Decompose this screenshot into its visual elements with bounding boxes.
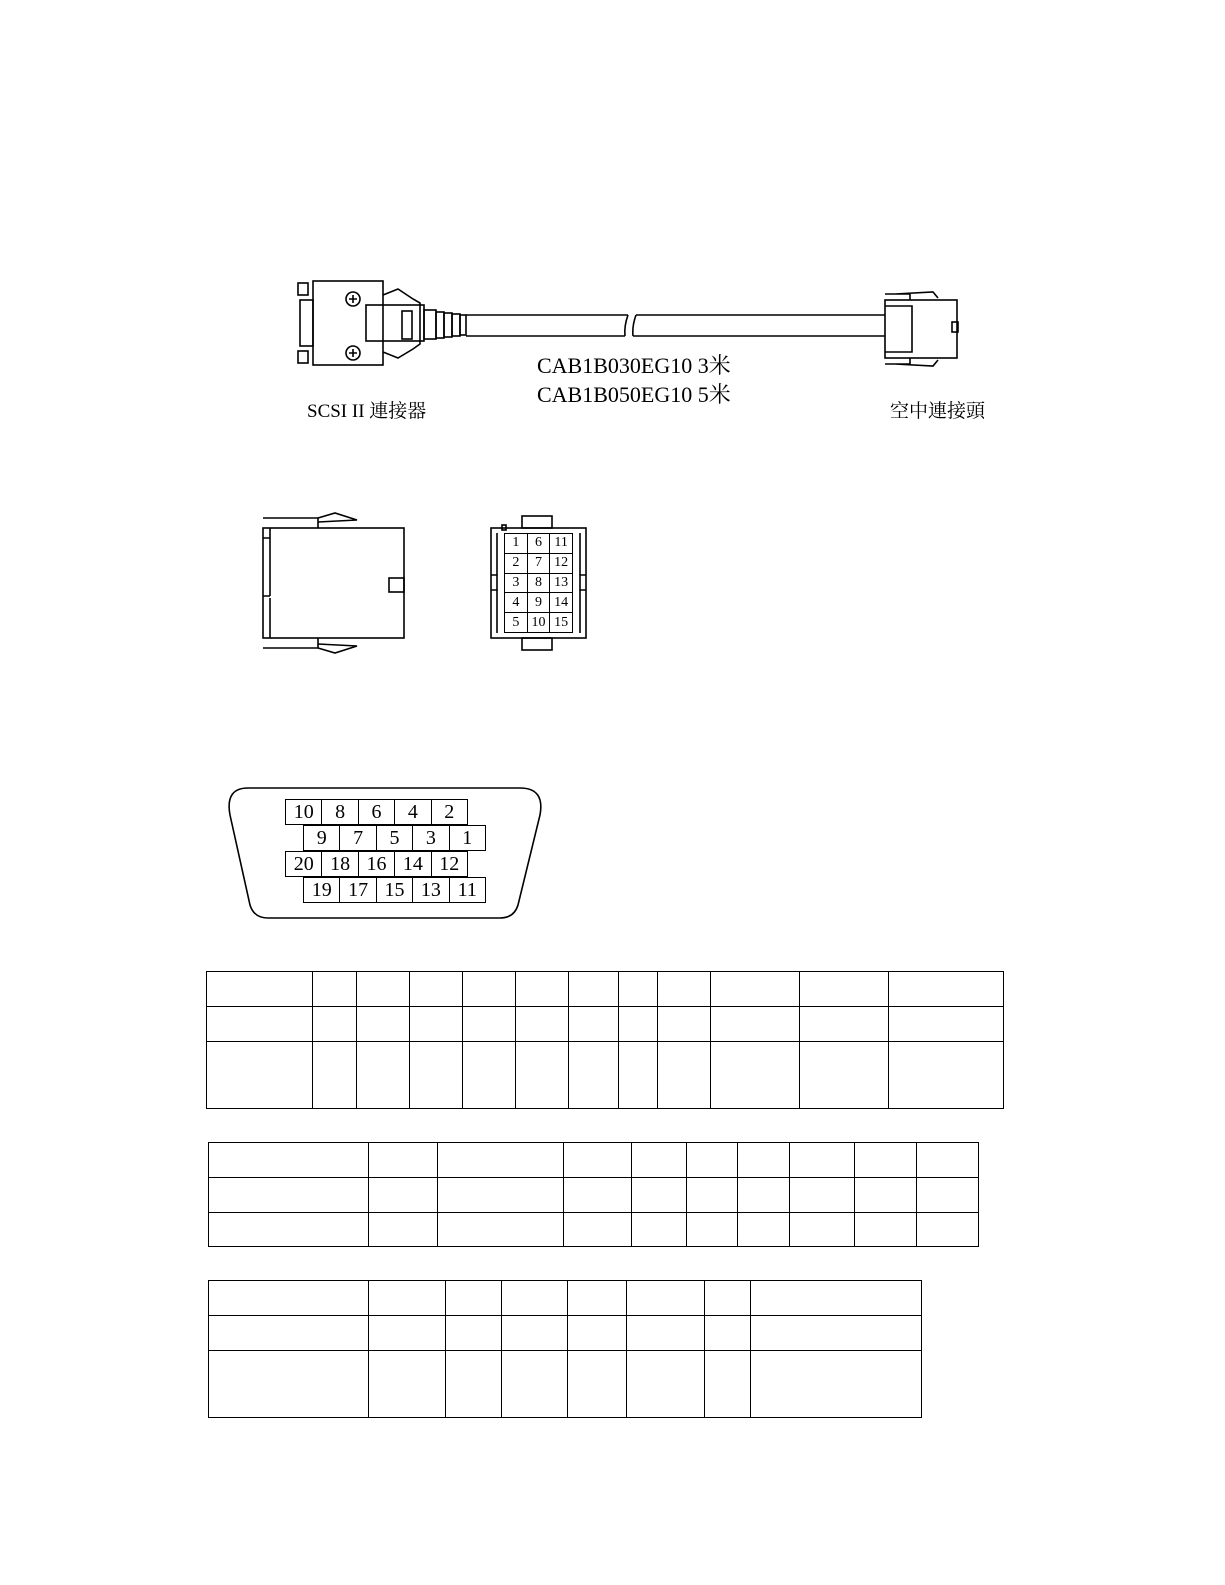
- scsi-connector-drawing: [298, 281, 466, 365]
- table-cell: [627, 1316, 705, 1351]
- table-cell: [790, 1178, 855, 1213]
- scsi-pin-row-2: [303, 825, 486, 851]
- table-cell: [410, 1007, 463, 1042]
- wiring-table-3: [208, 1280, 922, 1418]
- table-cell: [446, 1316, 502, 1351]
- molex-pin: 9: [527, 593, 550, 613]
- cable-drawing: [466, 315, 885, 336]
- table-cell: [800, 1042, 889, 1109]
- scsi-pin-row-4: [303, 877, 486, 903]
- table-cell: [917, 1143, 979, 1178]
- table-cell: [627, 1351, 705, 1418]
- table-cell: [209, 1213, 369, 1247]
- molex-pin: 13: [550, 573, 573, 593]
- table-cell: [446, 1351, 502, 1418]
- table-cell: [516, 972, 569, 1007]
- table-cell: [369, 1178, 438, 1213]
- scsi-pin: 16: [358, 852, 394, 877]
- table-cell: [502, 1281, 568, 1316]
- table-cell: [312, 1042, 357, 1109]
- part-number-3m: CAB1B030EG10 3米: [537, 353, 731, 378]
- table-cell: [855, 1213, 917, 1247]
- table-cell: [751, 1351, 922, 1418]
- table-cell: [751, 1281, 922, 1316]
- table-cell: [502, 1316, 568, 1351]
- scsi-pin: 13: [413, 878, 449, 903]
- table-cell: [738, 1213, 790, 1247]
- table-cell: [369, 1351, 446, 1418]
- scsi-pin: 19: [304, 878, 340, 903]
- table-cell: [705, 1316, 751, 1351]
- molex-pin: 10: [527, 613, 550, 633]
- table-cell: [632, 1143, 687, 1178]
- scsi-connector-label: SCSI II 連接器: [307, 401, 427, 422]
- table-cell: [410, 1042, 463, 1109]
- table-cell: [800, 972, 889, 1007]
- table-cell: [568, 1351, 627, 1418]
- table-cell: [209, 1143, 369, 1178]
- molex-pin: 4: [505, 593, 528, 613]
- table-cell: [209, 1281, 369, 1316]
- table-cell: [446, 1281, 502, 1316]
- table-cell: [658, 1042, 711, 1109]
- table-cell: [564, 1143, 632, 1178]
- scsi-pin: 20: [286, 852, 322, 877]
- table-cell: [357, 972, 410, 1007]
- table-cell: [357, 1007, 410, 1042]
- table-cell: [564, 1213, 632, 1247]
- table-cell: [738, 1178, 790, 1213]
- molex-pin: 3: [505, 573, 528, 593]
- scsi-pin: 4: [395, 800, 431, 825]
- air-plug-label: 空中連接頭: [890, 401, 986, 422]
- table-cell: [687, 1143, 738, 1178]
- table-cell: [369, 1281, 446, 1316]
- table-cell: [568, 1281, 627, 1316]
- table-cell: [357, 1042, 410, 1109]
- table-cell: [855, 1143, 917, 1178]
- scsi-pin-row-1: [285, 799, 468, 825]
- table-cell: [687, 1178, 738, 1213]
- scsi-pin: 5: [376, 826, 412, 851]
- scsi-pin: 2: [431, 800, 467, 825]
- scsi-pin: 12: [431, 852, 467, 877]
- scsi-pin: 7: [340, 826, 376, 851]
- table-cell: [658, 972, 711, 1007]
- table-cell: [463, 1042, 516, 1109]
- table-cell: [207, 1007, 313, 1042]
- table-cell: [790, 1143, 855, 1178]
- table-cell: [619, 972, 658, 1007]
- table-cell: [569, 972, 619, 1007]
- molex-pin: 2: [505, 553, 528, 573]
- table-cell: [438, 1178, 564, 1213]
- scsi-pin: 11: [449, 878, 485, 903]
- wiring-table-2: [208, 1142, 979, 1247]
- molex-pin: 12: [550, 553, 573, 573]
- table-cell: [711, 1042, 800, 1109]
- table-cell: [889, 972, 1004, 1007]
- part-number-5m: CAB1B050EG10 5米: [537, 382, 731, 407]
- table-cell: [751, 1316, 922, 1351]
- table-cell: [569, 1042, 619, 1109]
- table-cell: [463, 1007, 516, 1042]
- molex-pin: 6: [527, 534, 550, 554]
- table-cell: [564, 1178, 632, 1213]
- table-cell: [312, 972, 357, 1007]
- table-cell: [369, 1213, 438, 1247]
- molex-pin: 7: [527, 553, 550, 573]
- table-cell: [738, 1143, 790, 1178]
- table-cell: [917, 1213, 979, 1247]
- table-cell: [569, 1007, 619, 1042]
- table-cell: [369, 1143, 438, 1178]
- table-cell: [627, 1281, 705, 1316]
- molex-side-view: [263, 513, 404, 653]
- scsi-pin: 8: [322, 800, 358, 825]
- molex-pin: 11: [550, 534, 573, 554]
- table-cell: [209, 1351, 369, 1418]
- molex-pin-grid: [504, 533, 573, 633]
- air-plug-drawing: [885, 292, 958, 366]
- table-cell: [438, 1143, 564, 1178]
- table-cell: [619, 1042, 658, 1109]
- scsi-pin-row-3: [285, 851, 468, 877]
- table-cell: [632, 1178, 687, 1213]
- molex-pin: 15: [550, 613, 573, 633]
- scsi-pin: 3: [413, 826, 449, 851]
- table-cell: [516, 1042, 569, 1109]
- table-cell: [658, 1007, 711, 1042]
- table-cell: [855, 1178, 917, 1213]
- table-cell: [209, 1178, 369, 1213]
- table-cell: [207, 972, 313, 1007]
- table-cell: [209, 1316, 369, 1351]
- table-cell: [410, 972, 463, 1007]
- scsi-pin: 9: [304, 826, 340, 851]
- table-cell: [800, 1007, 889, 1042]
- scsi-pin: 1: [449, 826, 485, 851]
- molex-pin: 1: [505, 534, 528, 554]
- scsi-pin: 6: [358, 800, 394, 825]
- table-cell: [619, 1007, 658, 1042]
- table-cell: [463, 972, 516, 1007]
- molex-pin: 14: [550, 593, 573, 613]
- scsi-pin: 14: [395, 852, 431, 877]
- scsi-pin: 15: [376, 878, 412, 903]
- table-cell: [889, 1042, 1004, 1109]
- table-cell: [687, 1213, 738, 1247]
- wiring-table-1: [206, 971, 1004, 1109]
- table-cell: [705, 1351, 751, 1418]
- scsi-pin: 17: [340, 878, 376, 903]
- table-cell: [369, 1316, 446, 1351]
- table-cell: [711, 972, 800, 1007]
- table-cell: [568, 1316, 627, 1351]
- table-cell: [889, 1007, 1004, 1042]
- table-cell: [502, 1351, 568, 1418]
- table-cell: [516, 1007, 569, 1042]
- table-cell: [711, 1007, 800, 1042]
- table-cell: [207, 1042, 313, 1109]
- molex-pin: 8: [527, 573, 550, 593]
- table-cell: [705, 1281, 751, 1316]
- table-cell: [438, 1213, 564, 1247]
- table-cell: [312, 1007, 357, 1042]
- scsi-pin: 18: [322, 852, 358, 877]
- molex-pin: 5: [505, 613, 528, 633]
- table-cell: [632, 1213, 687, 1247]
- table-cell: [917, 1178, 979, 1213]
- table-cell: [790, 1213, 855, 1247]
- scsi-pin: 10: [286, 800, 322, 825]
